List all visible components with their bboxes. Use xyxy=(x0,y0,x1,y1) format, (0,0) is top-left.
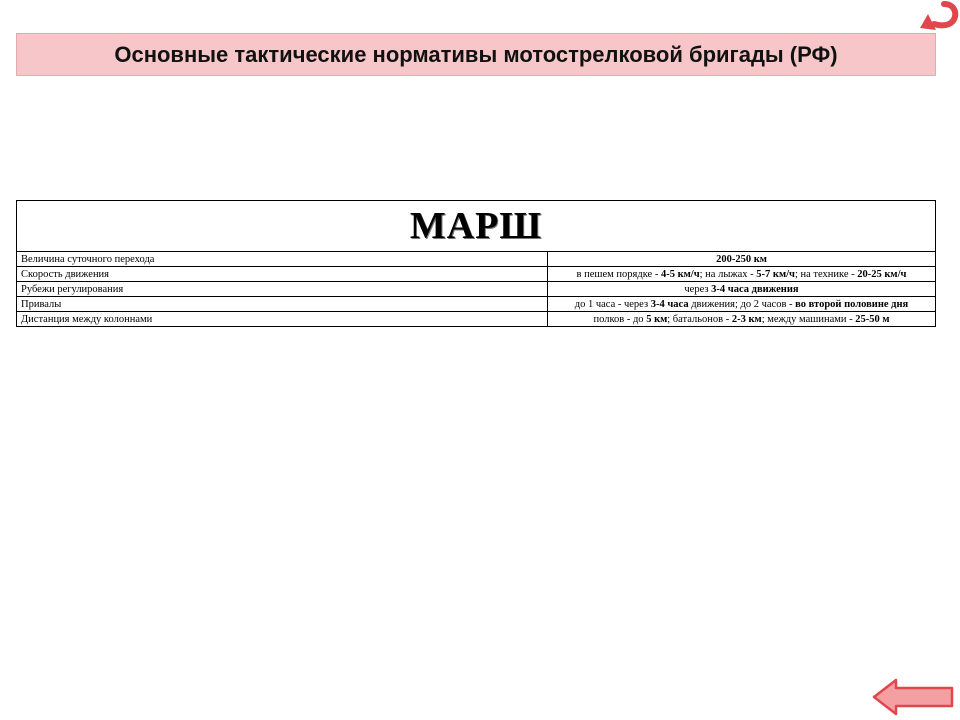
value-fragment: во второй половине дня xyxy=(795,298,909,310)
row-label: Дистанция между колоннами xyxy=(17,312,548,327)
row-value xyxy=(548,252,936,267)
row-value xyxy=(548,297,936,312)
row-label: Величина суточного перехода xyxy=(17,252,548,267)
value-fragment: в пешем порядке - xyxy=(576,268,661,280)
value-fragment: до 1 часа - через xyxy=(574,298,651,310)
value-fragment: 2-3 км xyxy=(731,313,762,325)
value-fragment: ; на лыжах - xyxy=(699,268,757,280)
row-label: Рубежи регулирования xyxy=(17,282,548,297)
value-fragment: 200-250 км xyxy=(716,253,767,265)
table-heading-text: МАРШ xyxy=(409,205,543,247)
left-arrow-icon[interactable] xyxy=(872,678,956,716)
value-fragment: 3-4 часа движения xyxy=(711,283,799,295)
row-label: Скорость движения xyxy=(17,267,548,282)
value-fragment: 5-7 км/ч xyxy=(756,268,795,280)
table-row xyxy=(17,312,935,327)
table-row xyxy=(17,282,935,297)
value-fragment: 20-25 км/ч xyxy=(857,268,907,280)
value-fragment: ; между машинами - xyxy=(761,313,856,325)
value-fragment: 25-50 м xyxy=(855,313,890,325)
table-row xyxy=(17,252,935,267)
value-fragment: 3-4 часа xyxy=(650,298,689,310)
value-fragment: движения; до 2 часов - xyxy=(688,298,796,310)
table-row xyxy=(17,297,935,312)
value-fragment: 4-5 км/ч xyxy=(660,268,700,280)
value-fragment: через xyxy=(684,283,712,295)
return-arrow-icon[interactable] xyxy=(918,0,960,34)
page-title: Основные тактические нормативы мотострелковой бригады (РФ) xyxy=(114,41,838,67)
row-label: Привалы xyxy=(17,297,548,312)
table-row xyxy=(17,267,935,282)
march-table xyxy=(16,200,936,327)
value-fragment: полков - до xyxy=(593,313,647,325)
row-value xyxy=(548,282,936,297)
title-bar xyxy=(16,33,936,76)
norms-table xyxy=(17,252,935,326)
value-fragment: 5 км xyxy=(646,313,668,325)
table-heading xyxy=(17,201,935,252)
row-value xyxy=(548,312,936,327)
value-fragment: ; на технике - xyxy=(794,268,858,280)
value-fragment: ; батальонов - xyxy=(667,313,732,325)
row-value xyxy=(548,267,936,282)
